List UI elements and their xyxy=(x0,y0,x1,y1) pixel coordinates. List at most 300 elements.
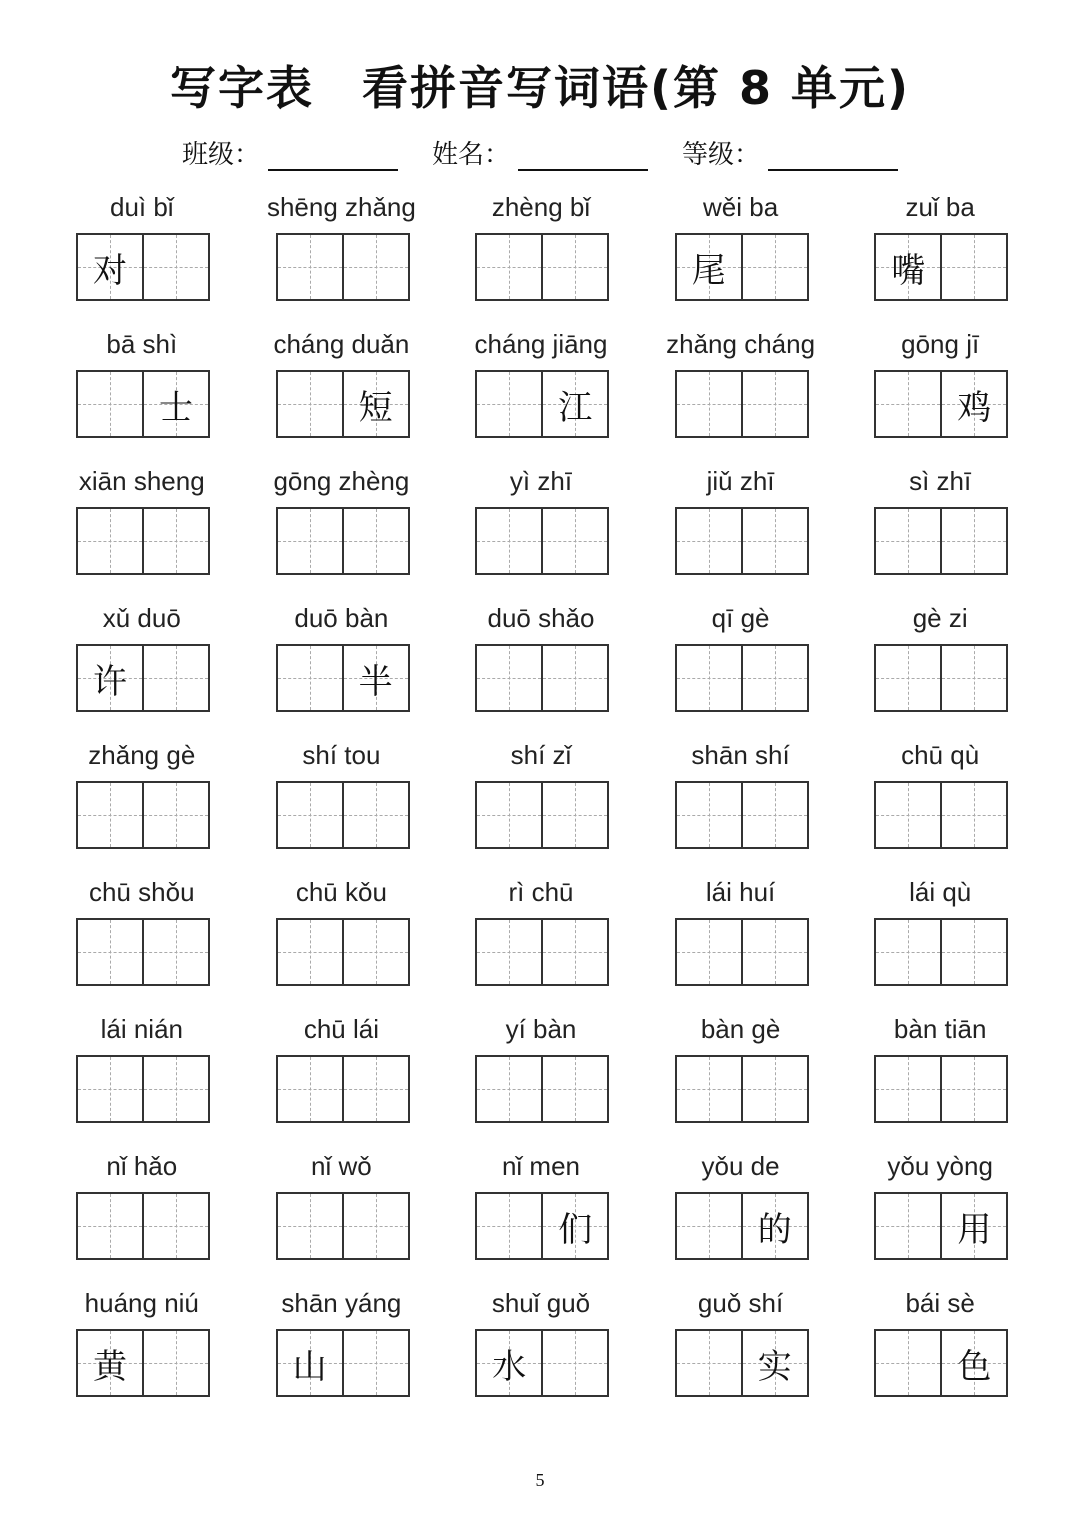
character-box[interactable] xyxy=(541,1194,607,1258)
word-item xyxy=(441,460,641,597)
writing-grid xyxy=(475,1329,609,1397)
pinyin-label: nǐ men xyxy=(501,1151,580,1181)
word-item xyxy=(441,186,641,323)
word-item xyxy=(840,1145,1040,1282)
given-character xyxy=(677,783,741,847)
character-box[interactable] xyxy=(541,509,607,573)
given-character xyxy=(477,920,541,984)
word-item xyxy=(840,186,1040,323)
given-character xyxy=(677,372,741,436)
pinyin-label: huáng niú xyxy=(84,1288,199,1318)
word-item xyxy=(840,323,1040,460)
character-box[interactable] xyxy=(677,235,741,299)
character-box[interactable] xyxy=(876,646,940,710)
character-box[interactable] xyxy=(78,1194,142,1258)
writing-grid xyxy=(874,1192,1008,1260)
character-box[interactable] xyxy=(876,509,940,573)
character-box[interactable] xyxy=(342,1194,408,1258)
character-box[interactable] xyxy=(741,1194,807,1258)
given-character xyxy=(344,235,408,299)
word-item xyxy=(441,871,641,1008)
pinyin-label: rì chū xyxy=(508,877,574,907)
writing-grid xyxy=(874,781,1008,849)
given-character xyxy=(876,509,940,573)
given-character xyxy=(78,783,142,847)
page-title: 写字表 看拼音写词语(第 8 单元) xyxy=(169,61,911,115)
pinyin-label: sì zhī xyxy=(909,466,972,496)
word-item xyxy=(42,460,242,597)
writing-grid xyxy=(675,781,809,849)
character-box[interactable] xyxy=(342,1331,408,1395)
pinyin-label: shān shí xyxy=(691,740,790,770)
writing-grid xyxy=(874,1329,1008,1397)
writing-grid xyxy=(874,918,1008,986)
character-box[interactable] xyxy=(278,1194,342,1258)
given-character xyxy=(344,1057,408,1121)
writing-grid xyxy=(475,370,609,438)
character-box[interactable] xyxy=(741,372,807,436)
character-box[interactable] xyxy=(876,1057,940,1121)
given-character xyxy=(278,1057,342,1121)
given-character: 用 xyxy=(957,1209,992,1250)
character-box[interactable] xyxy=(876,372,940,436)
word-item xyxy=(641,597,841,734)
pinyin-label: jiǔ zhī xyxy=(706,466,775,496)
given-character: 许 xyxy=(93,661,127,702)
pinyin-label: cháng duǎn xyxy=(273,329,410,359)
given-character xyxy=(477,509,541,573)
character-box[interactable] xyxy=(541,646,607,710)
character-box[interactable] xyxy=(142,1331,208,1395)
pinyin-label: shān yáng xyxy=(281,1288,402,1318)
character-box[interactable] xyxy=(142,1194,208,1258)
given-character: 士 xyxy=(159,387,193,428)
word-item xyxy=(242,460,442,597)
pinyin-label: duō shǎo xyxy=(487,603,595,633)
character-box[interactable] xyxy=(940,1194,1006,1258)
pinyin-label: cháng jiāng xyxy=(474,329,608,359)
pinyin-label: zhǎng cháng xyxy=(666,329,816,359)
given-character xyxy=(942,235,1006,299)
character-box[interactable] xyxy=(142,509,208,573)
writing-grid xyxy=(475,233,609,301)
given-character xyxy=(743,783,807,847)
given-character xyxy=(876,783,940,847)
given-character xyxy=(477,1057,541,1121)
writing-grid xyxy=(76,644,210,712)
character-box[interactable] xyxy=(541,920,607,984)
given-character xyxy=(477,372,541,436)
given-character xyxy=(743,646,807,710)
given-character: 鸡 xyxy=(957,387,992,428)
pinyin-label: qī gè xyxy=(711,603,770,633)
writing-grid xyxy=(675,1192,809,1260)
character-box[interactable] xyxy=(541,372,607,436)
given-character xyxy=(144,646,208,710)
given-character xyxy=(677,1331,741,1395)
word-item xyxy=(441,597,641,734)
word-item xyxy=(242,871,442,1008)
character-box[interactable] xyxy=(541,1057,607,1121)
writing-grid xyxy=(675,370,809,438)
character-box[interactable] xyxy=(541,1331,607,1395)
character-box[interactable] xyxy=(876,783,940,847)
writing-grid xyxy=(675,507,809,575)
writing-grid xyxy=(874,370,1008,438)
character-box[interactable] xyxy=(78,920,142,984)
given-character xyxy=(942,646,1006,710)
writing-grid xyxy=(475,918,609,986)
grade-blank[interactable] xyxy=(768,137,898,171)
character-box[interactable] xyxy=(78,509,142,573)
given-character xyxy=(144,1331,208,1395)
character-box[interactable] xyxy=(477,1057,541,1121)
character-box[interactable] xyxy=(342,509,408,573)
given-character xyxy=(344,1194,408,1258)
writing-grid xyxy=(276,644,410,712)
given-character xyxy=(677,920,741,984)
character-box[interactable] xyxy=(477,1331,541,1395)
character-box[interactable] xyxy=(342,372,408,436)
given-character xyxy=(942,509,1006,573)
given-character xyxy=(344,920,408,984)
character-box[interactable] xyxy=(477,783,541,847)
pinyin-label: duō bàn xyxy=(294,603,389,633)
given-character xyxy=(677,1057,741,1121)
pinyin-label: wěi ba xyxy=(703,192,779,222)
writing-grid xyxy=(675,1055,809,1123)
character-box[interactable] xyxy=(876,235,940,299)
writing-grid xyxy=(475,507,609,575)
word-item xyxy=(42,1008,242,1145)
grade-label: 等级： xyxy=(682,140,761,170)
given-character xyxy=(477,1194,541,1258)
given-character xyxy=(876,920,940,984)
given-character xyxy=(743,920,807,984)
given-character xyxy=(144,509,208,573)
character-box[interactable] xyxy=(142,372,208,436)
given-character xyxy=(543,646,607,710)
character-box[interactable] xyxy=(541,235,607,299)
given-character xyxy=(78,509,142,573)
given-character xyxy=(344,783,408,847)
word-item xyxy=(242,1008,442,1145)
character-box[interactable] xyxy=(477,1194,541,1258)
character-box[interactable] xyxy=(940,646,1006,710)
given-character xyxy=(477,235,541,299)
word-item xyxy=(242,734,442,871)
character-box[interactable] xyxy=(940,372,1006,436)
given-character xyxy=(543,1331,607,1395)
given-character xyxy=(278,1194,342,1258)
writing-grid xyxy=(76,1055,210,1123)
writing-grid xyxy=(475,781,609,849)
given-character xyxy=(677,646,741,710)
given-character xyxy=(144,920,208,984)
given-character xyxy=(942,1057,1006,1121)
writing-grid xyxy=(675,918,809,986)
character-box[interactable] xyxy=(78,235,142,299)
page-number: 5 xyxy=(535,1470,545,1490)
class-field xyxy=(182,134,398,171)
word-item xyxy=(42,1282,242,1419)
character-box[interactable] xyxy=(741,1057,807,1121)
given-character xyxy=(743,509,807,573)
word-item xyxy=(840,460,1040,597)
character-box[interactable] xyxy=(142,646,208,710)
writing-grid xyxy=(76,233,210,301)
pinyin-label: duì bǐ xyxy=(109,192,174,222)
given-character: 黄 xyxy=(93,1346,127,1387)
word-item xyxy=(641,871,841,1008)
writing-grid xyxy=(874,1055,1008,1123)
character-box[interactable] xyxy=(142,235,208,299)
writing-grid xyxy=(276,233,410,301)
given-character xyxy=(942,783,1006,847)
pinyin-label: nǐ hǎo xyxy=(106,1151,178,1181)
given-character xyxy=(344,509,408,573)
character-box[interactable] xyxy=(278,1057,342,1121)
word-item xyxy=(441,734,641,871)
pinyin-label: chū kǒu xyxy=(295,877,387,907)
character-box[interactable] xyxy=(342,235,408,299)
character-box[interactable] xyxy=(342,646,408,710)
character-box[interactable] xyxy=(677,372,741,436)
word-item xyxy=(242,1282,442,1419)
given-character xyxy=(543,509,607,573)
writing-grid xyxy=(874,644,1008,712)
pinyin-label: bái sè xyxy=(905,1288,975,1318)
given-character: 的 xyxy=(757,1209,792,1250)
word-item xyxy=(641,186,841,323)
given-character: 实 xyxy=(757,1346,792,1387)
given-character xyxy=(278,783,342,847)
character-box[interactable] xyxy=(940,783,1006,847)
writing-grid xyxy=(276,781,410,849)
pinyin-label: gōng jī xyxy=(901,329,980,359)
writing-grid xyxy=(475,644,609,712)
writing-grid xyxy=(76,1329,210,1397)
character-box[interactable] xyxy=(78,1331,142,1395)
character-box[interactable] xyxy=(78,372,142,436)
grade-field xyxy=(682,134,898,171)
writing-grid xyxy=(276,507,410,575)
word-item xyxy=(840,1282,1040,1419)
given-character: 半 xyxy=(358,661,393,702)
word-item xyxy=(242,186,442,323)
pinyin-label: shēng zhǎng xyxy=(266,192,416,222)
given-character xyxy=(543,920,607,984)
character-box[interactable] xyxy=(677,1057,741,1121)
word-item xyxy=(441,1145,641,1282)
writing-grid xyxy=(276,370,410,438)
character-box[interactable] xyxy=(278,509,342,573)
name-label: 姓名： xyxy=(431,140,510,170)
pinyin-label: bàn tiān xyxy=(893,1014,987,1044)
character-box[interactable] xyxy=(278,235,342,299)
character-box[interactable] xyxy=(142,783,208,847)
character-box[interactable] xyxy=(677,509,741,573)
character-box[interactable] xyxy=(142,920,208,984)
pinyin-label: chū shǒu xyxy=(89,877,195,907)
pinyin-label: yí bàn xyxy=(505,1014,577,1044)
writing-grid xyxy=(675,644,809,712)
given-character xyxy=(543,1057,607,1121)
character-box[interactable] xyxy=(677,1194,741,1258)
given-character xyxy=(876,646,940,710)
character-box[interactable] xyxy=(477,235,541,299)
name-field xyxy=(432,134,648,171)
character-box[interactable] xyxy=(278,920,342,984)
character-box[interactable] xyxy=(541,783,607,847)
pinyin-label: bā shì xyxy=(106,329,178,359)
pinyin-label: xiān sheng xyxy=(78,466,205,496)
character-box[interactable] xyxy=(78,1057,142,1121)
given-character xyxy=(477,783,541,847)
character-box[interactable] xyxy=(940,509,1006,573)
given-character xyxy=(78,1194,142,1258)
writing-grid xyxy=(276,1329,410,1397)
writing-grid xyxy=(76,370,210,438)
character-box[interactable] xyxy=(342,920,408,984)
character-box[interactable] xyxy=(342,1057,408,1121)
word-item xyxy=(42,734,242,871)
pinyin-label: yì zhī xyxy=(509,466,573,496)
pinyin-label: chū qù xyxy=(901,740,980,770)
pinyin-label: shí zǐ xyxy=(510,740,572,770)
word-item xyxy=(840,597,1040,734)
given-character xyxy=(743,1057,807,1121)
given-character: 尾 xyxy=(691,250,726,291)
pinyin-label: chū lái xyxy=(303,1014,379,1044)
writing-grid xyxy=(675,1329,809,1397)
given-character xyxy=(278,646,342,710)
word-item xyxy=(641,1145,841,1282)
given-character xyxy=(278,920,342,984)
pinyin-label: nǐ wǒ xyxy=(311,1151,372,1181)
character-box[interactable] xyxy=(78,783,142,847)
character-box[interactable] xyxy=(477,646,541,710)
word-item xyxy=(42,1145,242,1282)
given-character xyxy=(144,1057,208,1121)
class-label: 班级： xyxy=(181,140,260,170)
character-box[interactable] xyxy=(876,1331,940,1395)
word-item xyxy=(641,734,841,871)
word-item xyxy=(242,597,442,734)
writing-grid xyxy=(276,1055,410,1123)
character-box[interactable] xyxy=(940,920,1006,984)
character-box[interactable] xyxy=(477,509,541,573)
character-box[interactable] xyxy=(741,920,807,984)
pinyin-label: lái nián xyxy=(100,1014,183,1044)
character-box[interactable] xyxy=(677,920,741,984)
character-box[interactable] xyxy=(741,1331,807,1395)
word-grid xyxy=(42,186,1042,1419)
word-item xyxy=(840,871,1040,1008)
character-box[interactable] xyxy=(940,1331,1006,1395)
word-item xyxy=(42,186,242,323)
character-box[interactable] xyxy=(677,1331,741,1395)
character-box[interactable] xyxy=(477,372,541,436)
given-character: 嘴 xyxy=(891,250,926,291)
word-item xyxy=(441,323,641,460)
given-character xyxy=(78,920,142,984)
word-item xyxy=(42,597,242,734)
character-box[interactable] xyxy=(741,509,807,573)
class-blank[interactable] xyxy=(268,137,398,171)
character-box[interactable] xyxy=(741,235,807,299)
character-box[interactable] xyxy=(876,1194,940,1258)
given-character xyxy=(677,509,741,573)
character-box[interactable] xyxy=(278,783,342,847)
character-box[interactable] xyxy=(342,783,408,847)
pinyin-label: lái qù xyxy=(909,877,972,907)
word-item xyxy=(641,1008,841,1145)
given-character xyxy=(477,646,541,710)
pinyin-label: lái huí xyxy=(705,877,776,907)
word-item xyxy=(441,1008,641,1145)
name-blank[interactable] xyxy=(518,137,648,171)
student-info xyxy=(0,134,1080,171)
writing-grid xyxy=(76,507,210,575)
word-item xyxy=(840,734,1040,871)
given-character xyxy=(278,372,342,436)
character-box[interactable] xyxy=(940,1057,1006,1121)
character-box[interactable] xyxy=(741,783,807,847)
given-character xyxy=(743,372,807,436)
character-box[interactable] xyxy=(278,372,342,436)
writing-grid xyxy=(475,1055,609,1123)
writing-grid xyxy=(276,1192,410,1260)
word-item xyxy=(242,323,442,460)
pinyin-label: xǔ duō xyxy=(102,603,181,633)
writing-grid xyxy=(874,233,1008,301)
given-character xyxy=(876,1331,940,1395)
given-character xyxy=(144,1194,208,1258)
character-box[interactable] xyxy=(477,920,541,984)
character-box[interactable] xyxy=(876,920,940,984)
character-box[interactable] xyxy=(78,646,142,710)
given-character xyxy=(876,1057,940,1121)
given-character: 山 xyxy=(292,1346,327,1387)
given-character xyxy=(344,1331,408,1395)
character-box[interactable] xyxy=(677,783,741,847)
pinyin-label: yǒu yòng xyxy=(887,1151,993,1181)
given-character xyxy=(78,372,142,436)
pinyin-label: zhèng bǐ xyxy=(491,192,591,222)
pinyin-label: zuǐ ba xyxy=(905,192,975,222)
character-box[interactable] xyxy=(278,646,342,710)
word-item xyxy=(42,871,242,1008)
given-character xyxy=(78,1057,142,1121)
pinyin-label: zhǎng gè xyxy=(88,740,196,770)
pinyin-label: shuǐ guǒ xyxy=(491,1288,591,1318)
given-character xyxy=(876,372,940,436)
given-character: 们 xyxy=(558,1209,593,1250)
given-character xyxy=(543,783,607,847)
character-box[interactable] xyxy=(677,646,741,710)
given-character: 水 xyxy=(492,1346,527,1387)
character-box[interactable] xyxy=(940,235,1006,299)
pinyin-label: shí tou xyxy=(302,740,381,770)
given-character xyxy=(144,783,208,847)
writing-grid xyxy=(874,507,1008,575)
character-box[interactable] xyxy=(142,1057,208,1121)
character-box[interactable] xyxy=(741,646,807,710)
character-box[interactable] xyxy=(278,1331,342,1395)
given-character xyxy=(543,235,607,299)
writing-grid xyxy=(76,781,210,849)
